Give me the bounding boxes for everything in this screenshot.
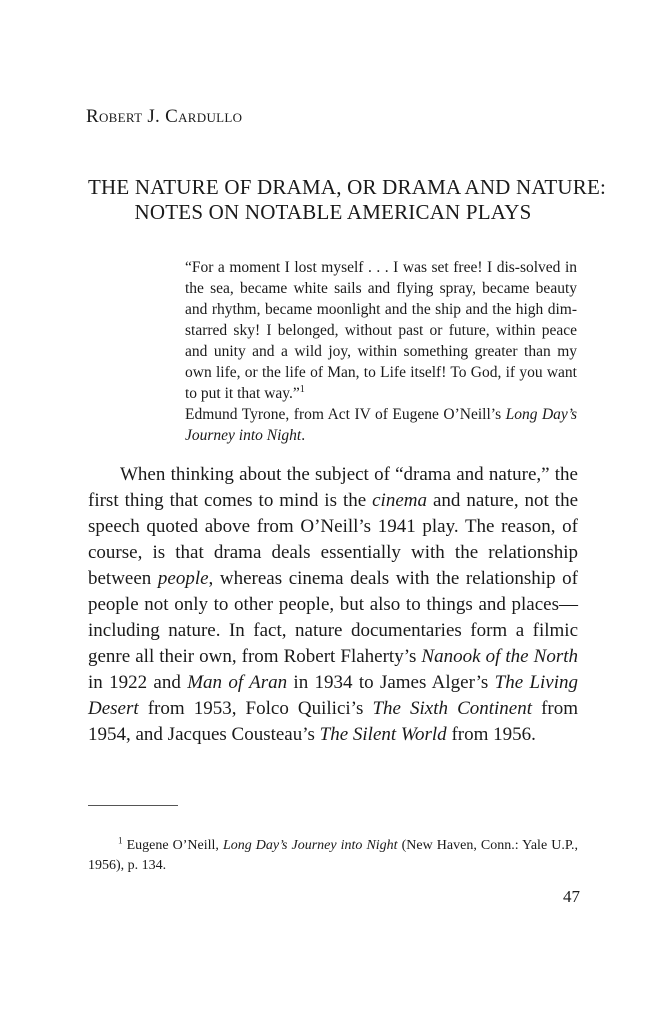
film-title: The Sixth Continent [372,698,533,719]
emphasis-cinema: cinema [372,490,427,511]
epigraph [185,257,577,446]
chapter-title-line-1: THE NATURE OF DRAMA, OR DRAMA AND NATURE: [88,175,607,199]
footnote-author: Eugene O’Neill, [126,838,219,853]
epigraph-attribution-prefix: Edmund Tyrone, from Act IV of Eugene O’Neill’s [185,406,502,423]
footnote-reference: 1 [299,383,305,395]
film-title: The Silent World [319,724,447,745]
body-text-run: in 1934 to James Alger’s [293,672,489,693]
footnote-number: 1 [118,835,123,846]
body-text-run: from 1956. [451,724,536,745]
body-text-run: in 1922 and [88,672,181,693]
epigraph-attribution [185,404,577,446]
film-title: Nanook of the North [421,646,578,667]
emphasis-people: people [157,568,209,589]
epigraph-attribution-suffix: . [301,427,306,444]
body-text-run: , whereas cinema deals with the relationship of people not only to other people, but also to things and places—including nature. In fact, nature documentaries form a filmic genre all their own, from Robert Flaherty’s [88,568,578,667]
body-text-run: from 1954, and Jacques Cousteau’s [88,698,579,745]
running-header-author: Robert J. Cardullo [86,106,243,127]
chapter-title-line-2: NOTES ON NOTABLE AMERICAN PLAYS [134,200,532,224]
footnote-details: (New Haven, Conn.: Yale U.P., 1956), p. 134. [88,838,579,873]
chapter-title [88,175,607,225]
body-text-run: and nature, not the speech quoted above from O’Neill’s 1941 play. The reason, of course, is that drama deals essentially with the relationship between [88,490,579,589]
body-text-run: When thinking about the subject of “drama and nature,” the first thing that comes to mind is the [88,464,578,511]
footnote-work: Long Day’s Journey into Night [222,838,398,853]
film-title: Man of Aran [187,672,288,693]
epigraph-attribution-work: Long Day’s Journey into Night [185,406,577,444]
body-text-run: from 1953, Folco Quilici’s [147,698,364,719]
body-paragraph [88,462,578,748]
film-title: The Living Desert [88,672,579,719]
epigraph-quote [185,257,577,404]
page-number: 47 [563,887,580,906]
footnote [88,836,578,876]
footnote-divider [88,805,178,806]
epigraph-quote-text: “For a moment I lost myself . . . I was set free! I dis-solved in the sea, became white sails and flying spray, became beauty and rhythm, became moonlight and the ship and the high dim-starred sky! I belonged, without past or future, within peace and unity and a wild joy, within something greater than my own life, or the life of Man, to Life itself! To God, if you want to put it that way.” [185,259,577,402]
